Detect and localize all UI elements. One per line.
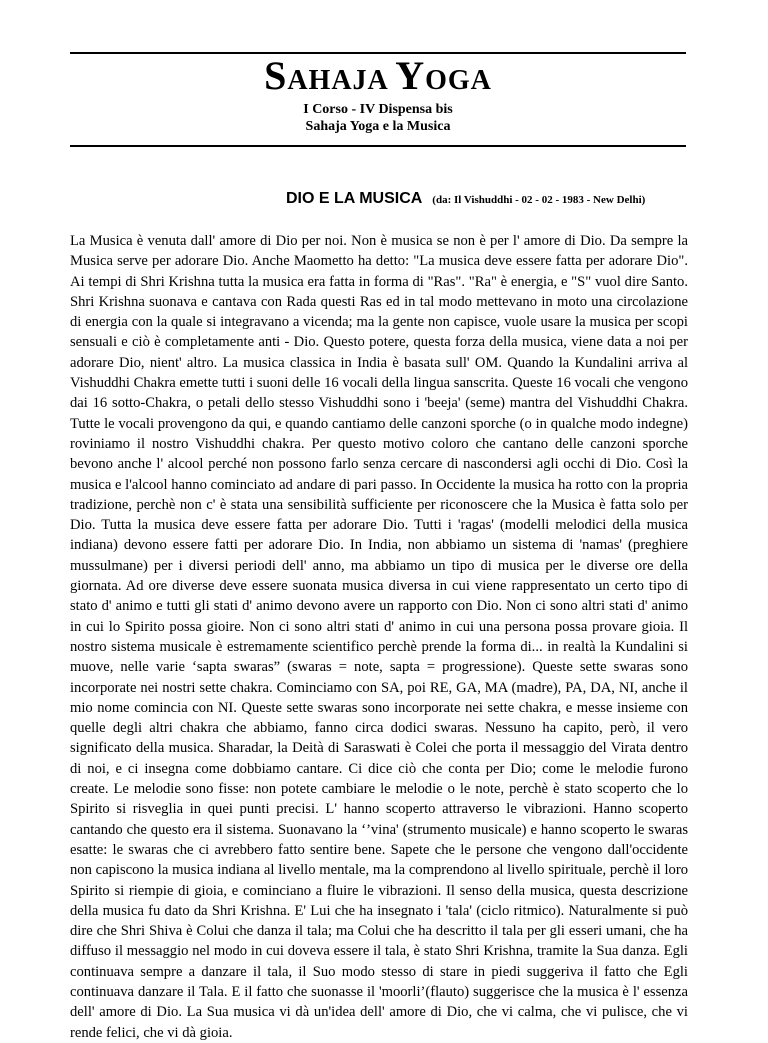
section-heading — [286, 190, 645, 208]
title-word-1-rest: AHAJA — [287, 65, 388, 96]
course-line: I Corso - IV Dispensa bis — [303, 102, 453, 117]
body-paragraph: La Musica è venuta dall' amore di Dio per noi. Non è musica se non è per l' amore di Dio. Da sempre la Musica serve per adorare Dio. Anche Maometto ha detto: "La musica deve essere fatta per adorare Dio". Ai tempi di Shri Krishna tutta la musica era fatta in forma di "Ras". "Ra" è energia, e "S" vuol dire Santo. Shri Krishna suonava e cantava con Rada questi Ras ed in tal modo mettevano in moto una circolazione di energia con la quale si integravano a vicenda; ma la gente non capisce, vuole usare la musica per scopi sensuali e ciò è completamente anti - Dio. Questo potere, questa forza della musica, viene data a noi per adorare Dio, nient' altro. La musica classica in India è basata sull' OM. Quando la Kundalini arriva al Vishuddhi Chakra emette tutti i suoni delle 16 vocali della lingua sanscrita. Queste 16 vocali che vengono dai 16 sotto-Chakra, o petali dello stesso Vishuddhi sono i 'beeja' (seme) mantra del Vishuddhi Chakra. Tutte le vocali provengono da qui, e quando cantiamo delle canzoni sporche (o in qualche modo indegne) roviniamo il nostro Vishuddhi chakra. Per questo motivo coloro che cantano delle canzoni sporche bevono anche l' alcool perché non possono farlo senza cercare di nascondersi agli occhi di Dio. Così la musica e l'alcool hanno cominciato ad andare di pari passo. In Occidente la musica ha rotto con la propria tradizione, perchè non c' è stata una sensibilità sufficiente per riconoscere che la Musica è fatta solo per Dio. Tutta la musica deve essere fatta per adorare Dio. Tutti i 'ragas' (modelli melodici della musica indiana) devono essere fatti per adorare Dio. In India, non abbiamo un sistema di 'namas' (preghiere mussulmane) per i diversi periodi dell' anno, ma abbiamo un tipo di musica per le diverse ore della giornata. Ad ore diverse deve essere suonata musica diversa in cui viene rappresentato un certo tipo di stato d' animo e tutti gli stati d' animo devono avere un rapporto con Dio. Non ci sono altri stati d' animo in cui lo Spirito possa gioire. Non ci sono altri stati d' animo in cui una persona possa provare gioia. Il nostro sistema musicale è estremamente scientifico perchè prende la forma di... in realtà la Kundalini si muove, nelle varie ‘sapta swaras” (swaras = note, sapta = progressione). Queste sette swaras sono incorporate nei nostri sette chakra. Cominciamo con SA, poi RE, GA, MA (madre), PA, DA, NI, anche il mio nome comincia con NI. Queste sette swaras sono incorporate nei sette chakra, e messe insieme con quelle degli altri chakra che abbiamo, fanno circa dodici swaras. Nessuno ha capito, però, il vero significato della musica. Sharadar, la Deità di Saraswati è Colei che porta il messaggio del Virata dentro di noi, e ci insegna come dobbiamo cantare. Ci dice ciò che conta per Dio; come le melodie furono create. Le melodie sono fisse: non potete cambiare le melodie o le note, perchè è stato scoperto che lo Spirito si risveglia in quei punti precisi. L' hanno scoperto attraverso le vibrazioni. Hanno scoperto cantando che questo era il sistema. Suonavano la ‘’vina' (strumento musicale) e hanno scoperto le swaras esatte: le swaras che ci avrebbero fatto sentire bene. Sapete che le persone che vengono dall'occidente non capiscono la musica indiana al livello mentale, ma la comprendono al livello spirituale, perchè il loro Spirito si riempie di gioia, e cominciano a fluire le vibrazioni. Il senso della musica, questa descrizione della musica fu dato da Shri Krishna. E' Lui che ha insegnato i 'tala' (ciclo ritmico). Naturalmente si può dire che Shri Shiva è Colui che danza il tala; ma Colui che ha descritto il tala per gli esseri umani, che ha diffuso il messaggio nel modo in cui doveva essere il tala, è stato Shri Krishna, tramite la Sua danza. Egli continuava sempre a danzare il tala, il Suo modo stesso di stare in piedi suggeriva il fatto che Egli continuava danzare il Tala. E il fatto che suonasse il 'moorli’(flauto) suggerisce che la musica è l' essenza dell' amore di Dio. La Sua musica vi dà un'idea dell' amore di Dio, che vi calma, che vi pulisce, che vi rende felici, che vi dà gioia. — [70, 233, 688, 1041]
title-initial-y: Y — [395, 53, 426, 98]
title-word-2-rest: OGA — [425, 65, 492, 96]
section-source: (da: Il Vishuddhi - 02 - 02 - 1983 - New Delhi) — [432, 194, 646, 206]
topic-line: Sahaja Yoga e la Musica — [305, 119, 451, 134]
title-initial-s: S — [264, 53, 288, 98]
top-rule — [70, 52, 686, 54]
document-header — [70, 53, 686, 135]
section-title: DIO E LA MUSICA — [286, 190, 423, 207]
bottom-rule — [70, 145, 686, 147]
document-title — [70, 53, 686, 101]
